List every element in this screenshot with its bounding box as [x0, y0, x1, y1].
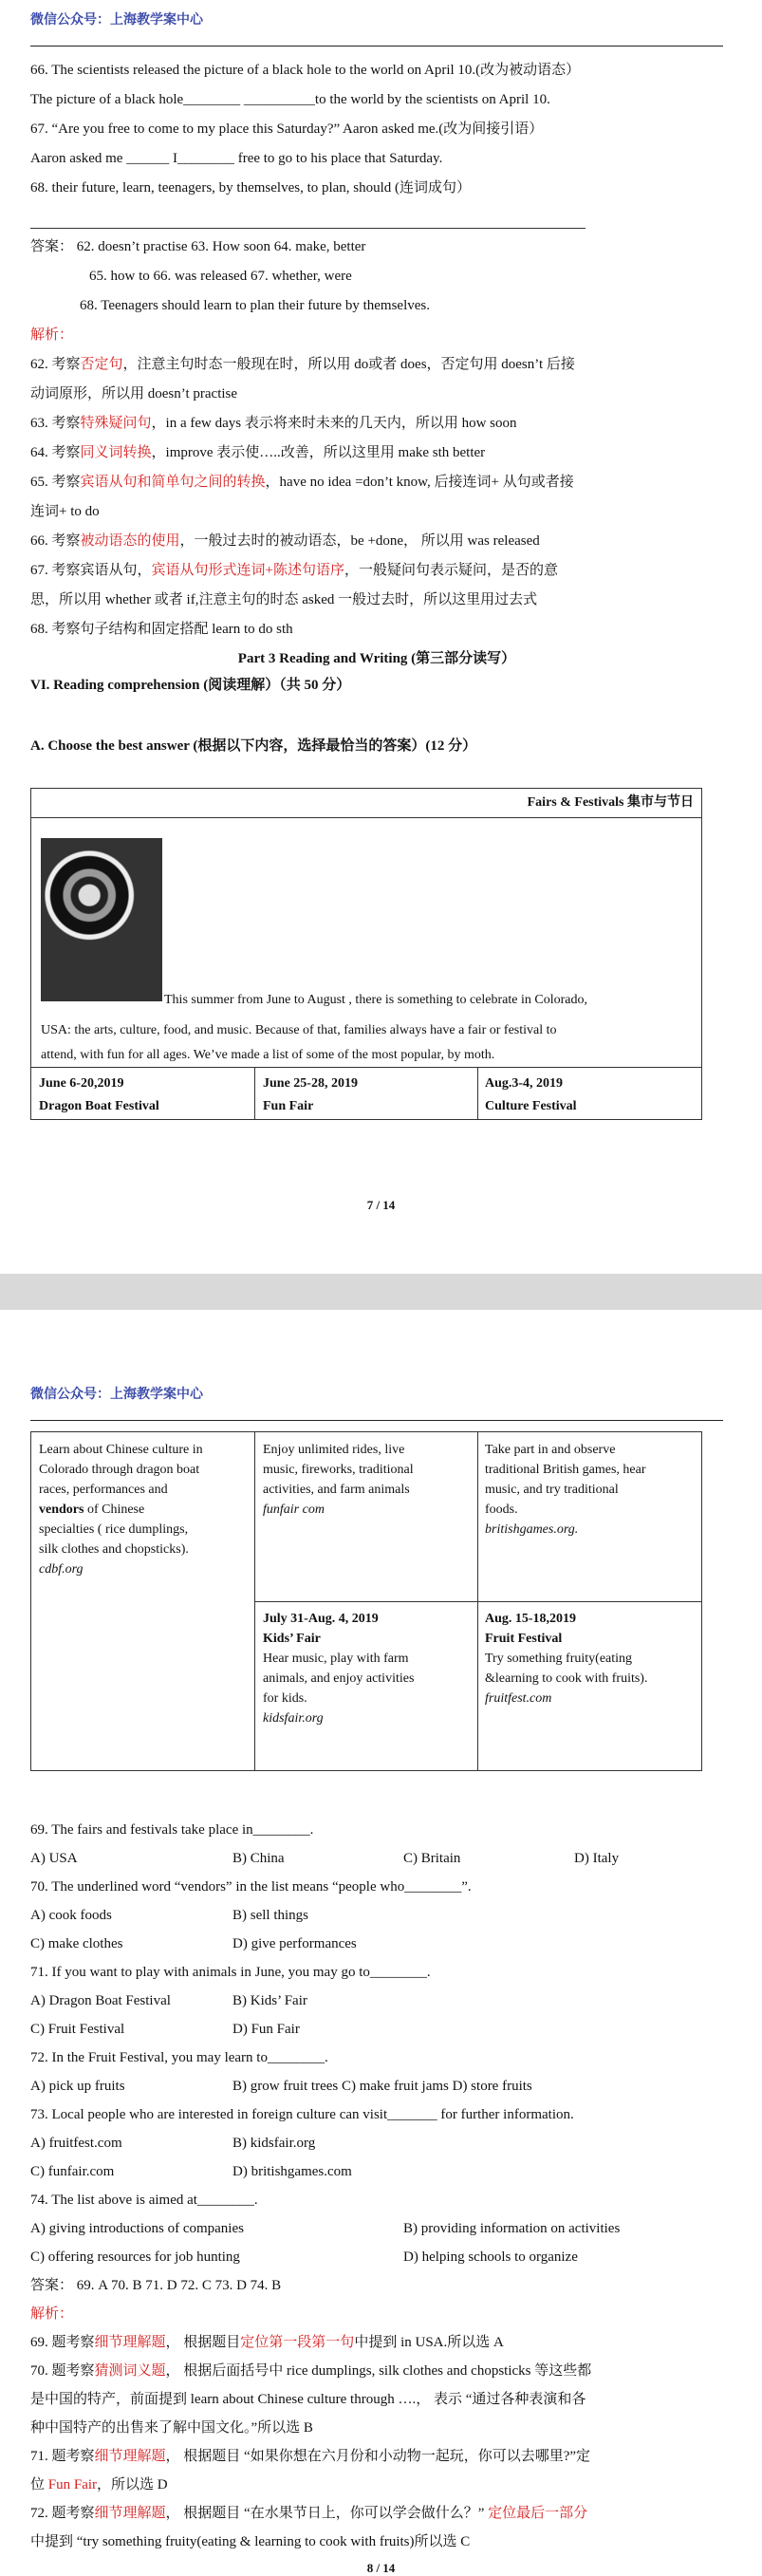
header-label: 微信公众号：上海教学案中心: [30, 12, 203, 28]
answer-rule: [30, 228, 585, 229]
explanation-65: 65. 考察宾语从句和简单句之间的转换，have no idea =don’t know, 后接连词+ 从句或者接: [30, 475, 574, 490]
analysis-label: 解析：: [30, 2306, 74, 2322]
intro-line-1: This summer from June to August , there is something to celebrate in Colorado,: [164, 993, 587, 1007]
header-rule: [30, 1420, 723, 1421]
answer-line-3: 68. Teenagers should learn to plan their future by themselves.: [80, 298, 430, 313]
explanation-69: 69. 题考察细节理解题， 根据题目定位第一段第一句中提到 in USA.所以选 A: [30, 2335, 504, 2350]
explanation-64: 64. 考察同义词转换，improve 表示使…..改善，所以这里用 make sth better: [30, 445, 486, 460]
festival-details-table: [30, 1431, 702, 1771]
answer-line-1: 答案： 62. doesn’t practise 63. How soon 64. make, better: [30, 239, 366, 254]
explanation-70-cont-2: 种中国特产的出售来了解中国文化。”所以选 B: [30, 2420, 313, 2436]
box-title: Fairs & Festivals 集市与节日: [527, 795, 694, 810]
event-1-name: Dragon Boat Festival: [39, 1099, 159, 1113]
page-number-partial: 8 / 14: [366, 2561, 396, 2575]
explanation-63: 63. 考察特殊疑问句，in a few days 表示将来时未来的几天内，所以用 how soon: [30, 416, 517, 431]
page-number: 7 / 14: [366, 1198, 396, 1212]
event-2-date: June 25-28, 2019: [263, 1076, 358, 1091]
explanation-62-cont: 动词原形，所以用 doesn’t practise: [30, 386, 238, 401]
question-67: 67. “Are you free to come to my place this Saturday?” Aaron asked me.(改为间接引语）: [30, 121, 544, 137]
question-69: 69. The fairs and festivals take place in________.: [30, 1822, 314, 1838]
explanation-70: 70. 题考察猜测词义题， 根据后面括号中 rice dumplings, silk clothes and chopsticks 等这些都: [30, 2363, 592, 2379]
question-71: 71. If you want to play with animals in June, you may go to________.: [30, 1965, 431, 1980]
explanation-67-cont: 思，所以用 whether 或者 if,注意主句的时态 asked 一般过去时，所以这里用过去式: [30, 592, 538, 607]
culture-festival-details: Take part in and observe traditional British games, hear music, and try traditional foods. britishgames.org.: [485, 1443, 646, 1537]
question-68: 68. their future, learn, teenagers, by themselves, to plan, should (连词成句）: [30, 180, 472, 196]
question-72: 72. In the Fruit Festival, you may learn to________.: [30, 2050, 328, 2065]
explanation-68: 68. 考察句子结构和固定搭配 learn to do sth: [30, 622, 293, 637]
explanation-67: 67. 考察宾语从句，宾语从句形式连词+陈述句语序，一般疑问句表示疑问，是否的意: [30, 563, 558, 578]
fruit-festival-details: Aug. 15-18,2019 Fruit Festival Try something fruity(eating &learning to cook with fruits). fruitfest.com: [485, 1612, 648, 1706]
vendors-word: vendors: [39, 1503, 84, 1517]
answer-line-2: 65. how to 66. was released 67. whether, were: [89, 269, 352, 284]
dragon-boat-details: Learn about Chinese culture in Colorado through dragon boat races, performances and vendors of Chinese specialties ( rice dumplings, silk clothes and chopsticks). cdbf.org: [39, 1443, 203, 1577]
question-67-answer-line: Aaron asked me ______ I________ free to go to his place that Saturday.: [30, 151, 443, 166]
question-66: 66. The scientists released the picture of a black hole to the world on April 10.(改为被动语态）: [30, 63, 581, 78]
question-66-answer-line: The picture of a black hole________ __________to the world by the scientists on April 10.: [30, 92, 550, 107]
event-2-name: Fun Fair: [263, 1099, 314, 1113]
header-label: 微信公众号：上海教学案中心: [30, 1387, 203, 1402]
event-3-date: Aug.3-4, 2019: [485, 1076, 564, 1091]
event-1-date: June 6-20,2019: [39, 1076, 124, 1091]
page-7: [0, 0, 762, 1274]
section-a-heading: A. Choose the best answer (根据以下内容，选择最恰当的答案）(12 分）: [30, 738, 477, 754]
event-3-name: Culture Festival: [485, 1099, 577, 1113]
page-8: 微信公众号：上海教学案中心 Learn about Chinese culture in Colorado through dragon boat races, performances and vendors of Chinese specialties ( rice dumplings, silk clothes and chopsticks). cdbf.org Enjoy unlimited rides, live music, fireworks, traditional activities, and farm animals funfair com July 31-Aug. 4, 2019 Kids’ Fair Hear music, play with farm animals, and enjoy activities for kids. kidsfair.org Take part in and observe traditional British games, hear music, and try traditional foods. britishgames.org. Aug. 15-18,2019 Fruit Festival Try something fruity(eating &learning to cook with fruits). fruitfest.com 69. The fairs and festivals take place in________. A) USA B) China C) Britain D) Italy 70. The underlined word “vendors” in the list means “people who________”. A) cook foods B) sell things C) make clothes D) give performances 71. If you want to play with animals in June, you may go to________. A) Dragon Boat Festival B) Kids’ Fair C) Fruit Festival D) Fun Fair 72. In the Fruit Festival, you may learn to________. A) pick up fruits B) grow fruit trees C) make fruit jams D) store fruits 73. Local people who are interested in foreign culture can visit_______ for further information. A) fruitfest.com B) kidsfair.org C) funfair.com D) britishgames.com 74. The list above is aimed at________. A) giving introductions of companies B) providing information on activities C) offering resources for job hunting D) helping schools to organize 答案： 69. A 70. B 71. D 72. C 73. D 74. B 解析： 69. 题考察细节理解题， 根据题目定位第一段第一句中提到 in USA.所以选 A 70. 题考察猜测词义题， 根据后面括号中 rice dumplings, silk clothes and chopsticks 等这些都 是中国的特产，前面提到 learn about Chinese culture through ….， 表示 “通过各种表演和各 种中国特产的出售来了解中国文化。”所以选 B 71. 题考察细节理解题， 根据题目 “如果你想在六月份和小动物一起玩，你可以去哪里?”定 位 Fun Fair，所以选 D 72. 题考察细节理解题， 根据题目 “在水果节日上，你可以学会做什么？” 定位最后一部分 中提到 “try something fruity(eating & learning to cook with fruits)所以选 C 8 / 14: [0, 1310, 762, 2573]
explanation-65-cont: 连词+ to do: [30, 504, 100, 519]
explanation-72: 72. 题考察细节理解题， 根据题目 “在水果节日上，你可以学会做什么？” 定位最后一部分: [30, 2506, 588, 2521]
explanation-72-cont: 中提到 “try something fruity(eating & learning to cook with fruits)所以选 C: [30, 2534, 471, 2549]
fairs-festivals-box: [30, 788, 702, 1120]
answer-line: 答案： 69. A 70. B 71. D 72. C 73. D 74. B: [30, 2278, 282, 2293]
explanation-70-cont: 是中国的特产，前面提到 learn about Chinese culture through ….， 表示 “通过各种表演和各: [30, 2392, 586, 2407]
question-70: 70. The underlined word “vendors” in the list means “people who________”.: [30, 1879, 472, 1895]
question-73: 73. Local people who are interested in foreign culture can visit_______ for further information.: [30, 2107, 574, 2122]
header-rule: [30, 46, 723, 47]
kids-fair-details: July 31-Aug. 4, 2019 Kids’ Fair Hear music, play with farm animals, and enjoy activities for kids. kidsfair.org: [263, 1612, 415, 1726]
explanation-71: 71. 题考察细节理解题， 根据题目 “如果你想在六月份和小动物一起玩，你可以去哪里?”定: [30, 2449, 591, 2464]
intro-line-2: USA: the arts, culture, food, and music. Because of that, families always have a fair or festival to: [41, 1023, 557, 1037]
explanation-71-cont: 位 Fun Fair，所以选 D: [30, 2477, 168, 2492]
festival-photo: [41, 838, 162, 1001]
analysis-label: 解析：: [30, 327, 74, 343]
part3-heading: Part 3 Reading and Writing (第三部分读写）: [237, 651, 516, 666]
fun-fair-details: Enjoy unlimited rides, live music, fireworks, traditional activities, and farm animals funfair com: [263, 1443, 414, 1517]
page-gap: [0, 1274, 762, 1310]
section-6-heading: VI. Reading comprehension (阅读理解）（共 50 分）: [30, 678, 351, 693]
explanation-62: 62. 考察否定句，注意主句时态一般现在时，所以用 do或者 does，否定句用 doesn’t 后接: [30, 357, 575, 372]
intro-line-3: attend, with fun for all ages. We’ve made a list of some of the most popular, by moth.: [41, 1048, 495, 1062]
question-74: 74. The list above is aimed at________.: [30, 2193, 258, 2208]
explanation-66: 66. 考察被动语态的使用，一般过去时的被动语态，be +done， 所以用 was released: [30, 533, 540, 549]
